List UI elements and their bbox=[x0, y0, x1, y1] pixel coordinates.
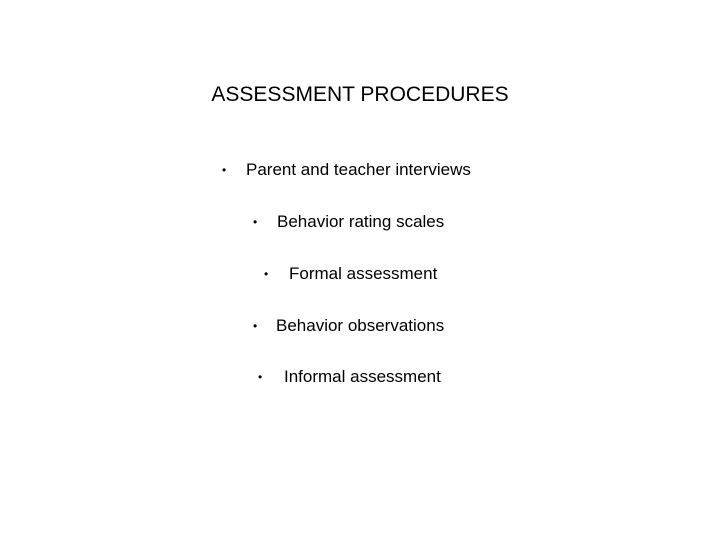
bullet-item-label: Behavior observations bbox=[276, 316, 445, 335]
bullet-item-label: Informal assessment bbox=[284, 367, 441, 386]
bullet-icon: • bbox=[264, 267, 269, 281]
bullet-icon: • bbox=[222, 163, 227, 177]
bullet-icon: • bbox=[258, 370, 263, 384]
bullet-icon: • bbox=[253, 319, 258, 333]
bullet-item-label: Parent and teacher interviews bbox=[246, 160, 471, 179]
bullet-icon: • bbox=[253, 215, 258, 229]
slide-title: ASSESSMENT PROCEDURES bbox=[211, 83, 509, 106]
bullet-item-label: Formal assessment bbox=[289, 264, 438, 283]
bullet-item-label: Behavior rating scales bbox=[277, 212, 445, 231]
